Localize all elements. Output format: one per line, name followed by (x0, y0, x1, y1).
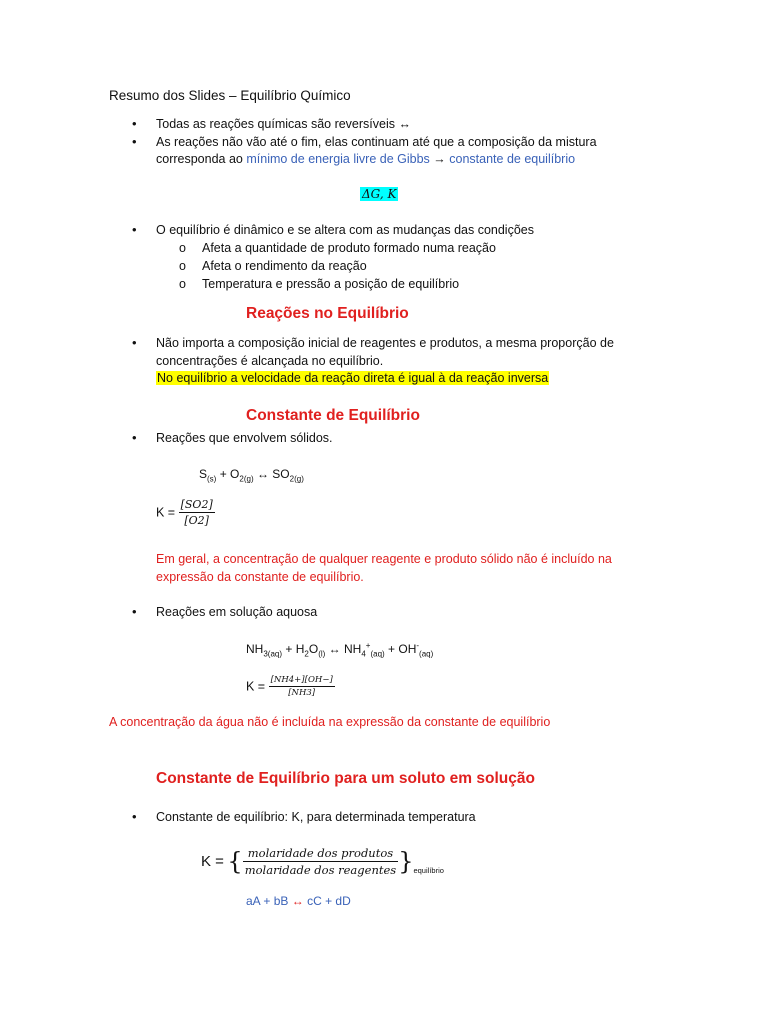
arrow-icon: → (433, 152, 446, 166)
bullet-text-constant-temp: Constante de equilíbrio: K, para determinada temperatura (156, 810, 476, 824)
bullet-text-proportion-line2: concentrações é alcançada no equilíbrio. (156, 354, 384, 368)
bullet-text-reversible: Todas as reações químicas são reversíveis ↔ (156, 117, 411, 131)
sub-bullet-text: Temperatura e pressão a posição de equilíbrio (202, 277, 460, 291)
bullet-icon: • (132, 335, 137, 350)
bullet-icon: • (132, 809, 137, 824)
page-title: Resumo dos Slides – Equilíbrio Químico (109, 88, 351, 103)
bullet-text-gibbs-line1: As reações não vão até o fim, elas continuam até que a composição da mistura (156, 135, 597, 149)
bullet-text-proportion-line1: Não importa a composição inicial de reagentes e produtos, a mesma proporção de (156, 336, 614, 350)
equation-nh3-h2o: $NH_{3(aq)} + H_2O_{(l)}$ ↔ $NH_4^+_{(aq)} + OH^-_{(aq)}$ (246, 641, 434, 659)
bullet-icon: • (132, 116, 137, 131)
note-solids-line1: Em geral, a concentração de qualquer reagente e produto sólido não é incluído na (156, 552, 612, 566)
bullet-icon: • (132, 222, 137, 237)
heading-constante-equilibrio: Constante de Equilíbrio (246, 407, 420, 424)
bullet-text-solids: Reações que envolvem sólidos. (156, 431, 333, 445)
sub-bullet-text: Afeta a quantidade de produto formado numa reação (202, 241, 496, 255)
bullet-icon: • (132, 430, 137, 445)
bullet-text-aqueous: Reações em solução aquosa (156, 605, 318, 619)
bullet-icon: • (132, 604, 137, 619)
k-expression-molarity: K = { $\frac{\text{molaridade dos produtos}}{\text{molaridade dos reagentes}}$ }$_{equilíbrio}$ (201, 846, 444, 877)
gibbs-prefix: corresponda ao (156, 152, 243, 166)
equation-s-o2: $S_{(s)} + O_{2(g)}$ ↔ $SO_{2(g)}$ (199, 467, 304, 484)
bullet-text-gibbs-line2 (156, 152, 575, 166)
bullet-text-dynamic: O equilíbrio é dinâmico e se altera com as mudanças das condições (156, 223, 534, 237)
general-reaction: aA + bB ↔ cC + dD (246, 894, 351, 908)
bullet-icon: • (132, 134, 137, 149)
heading-reacoes-equilibrio: Reações no Equilíbrio (246, 305, 409, 322)
sub-bullet-icon: o (179, 277, 186, 291)
sub-bullet-text: Afeta o rendimento da reação (202, 259, 367, 273)
note-solids-line2: expressão da constante de equilíbrio. (156, 570, 364, 584)
gibbs-min-energy: mínimo de energia livre de Gibbs (246, 152, 430, 166)
sub-bullet-icon: o (179, 259, 186, 273)
sub-bullet-icon: o (179, 241, 186, 255)
arrow-icon: ↔ (291, 894, 304, 908)
gibbs-constant: constante de equilíbrio (449, 152, 576, 166)
formula-delta-g-k: ΔG, K (362, 187, 397, 201)
highlight-velocity-note: No equilíbrio a velocidade da reação direta é igual à da reação inversa (157, 371, 549, 385)
k-expression-solids: K = $\frac{[SO2]}{[O2]}$ (156, 498, 213, 527)
heading-soluto-solucao: Constante de Equilíbrio para um soluto em solução (156, 770, 535, 787)
note-water: A concentração da água não é incluída na expressão da constante de equilíbrio (109, 715, 551, 729)
k-expression-aqueous: K = $\frac{[NH4+][OH-]}{[NH3]}$ (246, 675, 333, 698)
